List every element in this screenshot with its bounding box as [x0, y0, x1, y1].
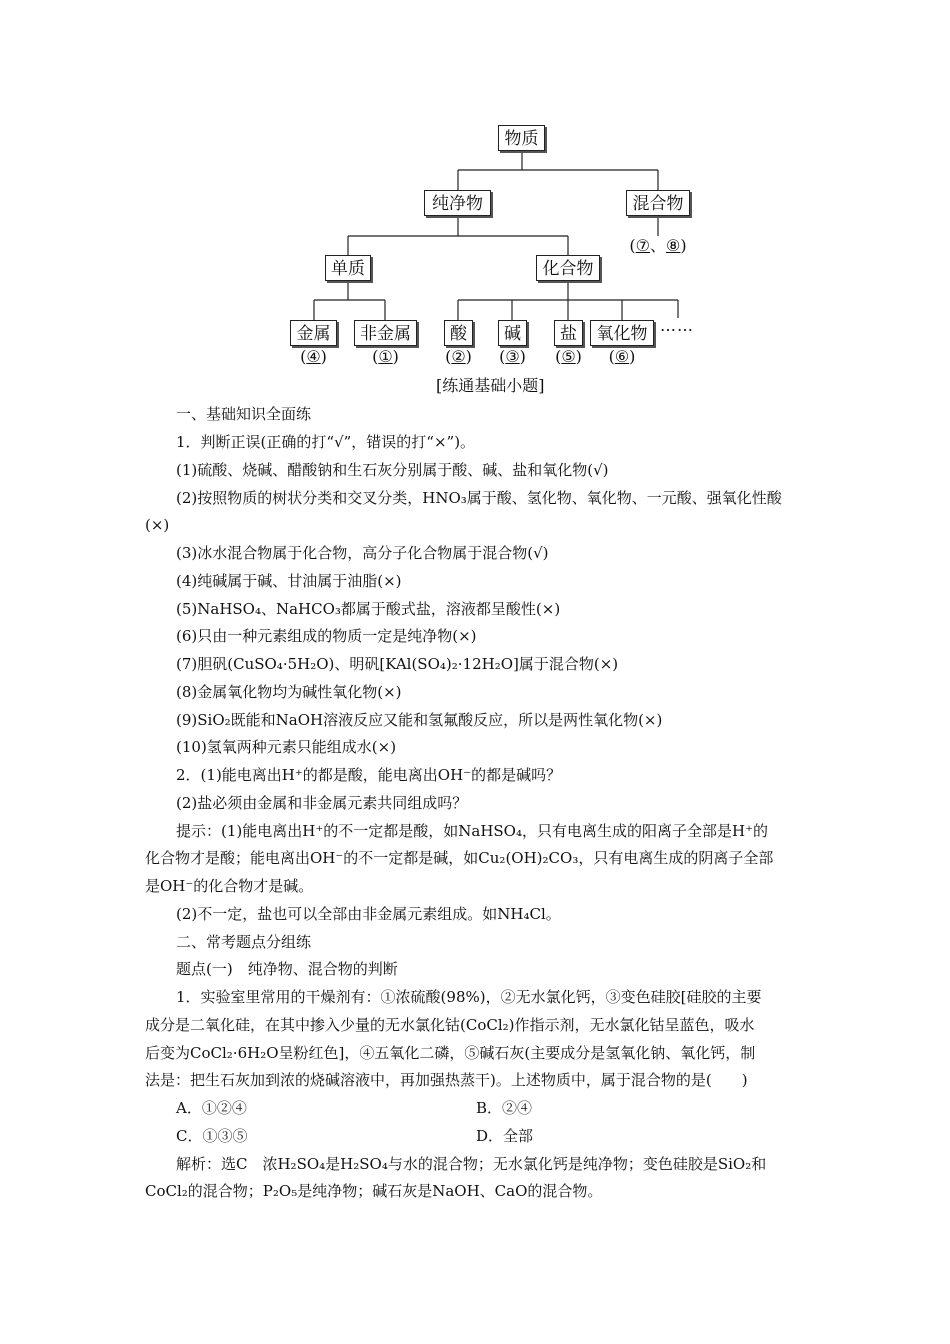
metal-answer: (④) — [300, 347, 327, 366]
question-2-part2: (2)盐必须由金属和非金属元素共同组成吗？ — [176, 794, 468, 812]
part1-heading: 一、基础知识全面练 — [176, 405, 312, 423]
statement-2: (2)按照物质的树状分类和交叉分类，HNO₃属于酸、氢化物、氧化物、一元酸、强氧化性酸 — [176, 489, 782, 507]
analysis-line-1: 解析：选C 浓H₂SO₄是H₂SO₄与水的混合物；无水氯化钙是纯净物；变色硅胶是SiO₂和 — [176, 1155, 767, 1173]
option-b: B．②④ — [476, 1099, 533, 1117]
hint-line-1: 提示：(1)能电离出H⁺的不一定都是酸，如NaHSO₄，只有电离生成的阳离子全部是H⁺的 — [176, 822, 768, 840]
part2-heading: 二、常考题点分组练 — [176, 933, 312, 951]
statement-9: (9)SiO₂既能和NaOH溶液反应又能和氢氟酸反应，所以是两性氧化物(×) — [176, 711, 663, 729]
option-c: C．①③⑤ — [176, 1127, 248, 1145]
node-acid: 酸 — [444, 320, 473, 346]
statement-5: (5)NaHSO₄、NaHCO₃都属于酸式盐，溶液都呈酸性(×) — [176, 600, 561, 618]
node-mixture: 混合物 — [626, 190, 690, 216]
hint-line-3: 是OH⁻的化合物才是碱。 — [145, 877, 314, 895]
statement-2-answer: (×) — [145, 516, 170, 534]
question-line-1: 1．实验室里常用的干燥剂有：①浓硫酸(98%)，②无水氯化钙，③变色硅胶[硅胶的主要 — [176, 988, 762, 1006]
salt-answer: (⑤) — [555, 347, 582, 366]
statement-8: (8)金属氧化物均为碱性氧化物(×) — [176, 683, 402, 701]
nonmetal-answer: (①) — [372, 347, 399, 366]
node-nonmetal: 非金属 — [354, 320, 417, 346]
node-element: 单质 — [325, 255, 371, 281]
node-metal: 金属 — [290, 320, 337, 346]
statement-4: (4)纯碱属于碱、甘油属于油脂(×) — [176, 572, 402, 590]
section-title: [练通基础小题] — [436, 376, 545, 395]
analysis-line-2: CoCl₂的混合物；P₂O₅是纯净物；碱石灰是NaOH、CaO的混合物。 — [145, 1182, 603, 1200]
topic-heading: 题点(一) 纯净物、混合物的判断 — [176, 960, 398, 978]
node-salt: 盐 — [554, 320, 583, 346]
option-a: A．①②④ — [176, 1099, 247, 1117]
question-line-2: 成分是二氧化硅，在其中掺入少量的无水氯化钴(CoCl₂)作指示剂，无水氯化钴呈蓝色，吸水 — [145, 1016, 755, 1034]
question-2-part1: 2．(1)能电离出H⁺的都是酸，能电离出OH⁻的都是碱吗？ — [176, 766, 562, 784]
node-pure-substance: 纯净物 — [424, 190, 491, 216]
node-compound: 化合物 — [536, 255, 600, 281]
statement-10: (10)氢氧两种元素只能组成水(×) — [176, 738, 397, 756]
statement-6: (6)只由一种元素组成的物质一定是纯净物(×) — [176, 627, 477, 645]
classification-diagram — [0, 0, 950, 380]
acid-answer: (②) — [445, 347, 472, 366]
diagram-ellipsis: …… — [660, 316, 694, 335]
mixture-answer: (⑦、⑧) — [629, 236, 687, 255]
oxide-answer: (⑥) — [608, 347, 636, 366]
hint-line-4: (2)不一定，盐也可以全部由非金属元素组成。如NH₄Cl。 — [176, 905, 561, 923]
node-base: 碱 — [498, 320, 527, 346]
statement-7: (7)胆矾(CuSO₄·5H₂O)、明矾[KAl(SO₄)₂·12H₂O]属于混合物(×) — [176, 655, 619, 673]
base-answer: (③) — [499, 347, 526, 366]
node-substance: 物质 — [498, 125, 545, 151]
question-line-3: 后变为CoCl₂·6H₂O呈粉红色]，④五氧化二磷，⑤碱石灰(主要成分是氢氧化钠、氧化钙，制 — [145, 1044, 756, 1062]
node-oxide: 氧化物 — [590, 320, 654, 346]
statement-3: (3)冰水混合物属于化合物，高分子化合物属于混合物(√) — [176, 544, 549, 562]
question-1-stem: 1．判断正误(正确的打“√”，错误的打“×”)。 — [176, 433, 476, 451]
option-d: D．全部 — [476, 1127, 534, 1145]
hint-line-2: 化合物才是酸；能电离出OH⁻的不一定都是碱，如Cu₂(OH)₂CO₃，只有电离生成的阴离子全部 — [145, 849, 774, 867]
question-line-4: 法是：把生石灰加到浓的烧碱溶液中，再加强热蒸干)。上述物质中，属于混合物的是( ) — [145, 1071, 748, 1089]
statement-1: (1)硫酸、烧碱、醋酸钠和生石灰分别属于酸、碱、盐和氧化物(√) — [176, 461, 609, 479]
